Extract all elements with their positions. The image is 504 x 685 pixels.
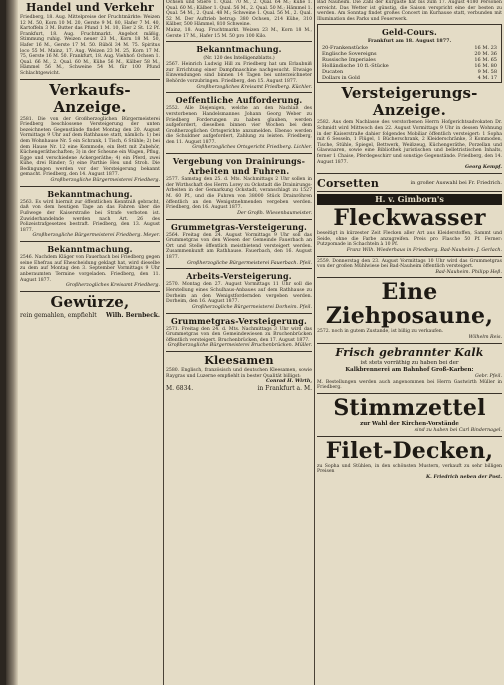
work-auction-text: 2570. Montag den 27. August Vormittags 11 Uhr soll die Herstellung eines Schulhaus-Anbaues auf dem Rathhause zu Dorheim an den Wenigstfordernden vergeben werden. Dorheim, den 16. August 1877.	[166, 282, 312, 305]
stain-remover-heading: Fleckwasser	[333, 204, 486, 231]
currency-name: Dollars in Gold	[322, 75, 360, 82]
lime-note: M. Bestellungen werden auch angenommen bei Herrn Gastwirth Müller in Friedberg.	[317, 379, 502, 391]
currency-rate: 16 M. 80	[474, 63, 497, 70]
notice-text: 2563. Es wird hiermit zur öffentlichen Kenntniß gebracht, daß von dem heutigen Tage an das Fahren über die Fußwege der Kaiserstraße bei Strafe verboten ist. Zuwiderhandelnde werden nach Art. 26 des Polizeistrafgesetzes bestraft. Friedberg, den 13. August 1877.	[20, 199, 160, 233]
clover-seed-text: 2580. Englisch, französisch und deutschen Kleesamen, sowie Raygras und Luzerne empfiehlt in bester Qualität billigst:	[166, 368, 312, 379]
divider	[20, 186, 160, 187]
divider	[20, 241, 160, 242]
lime-heading: Frisch gebrannter Kalk	[335, 345, 484, 359]
footer-number: M. 6834.	[166, 385, 194, 393]
signature: Der Großh. Wiesenbaumeister.	[237, 210, 312, 216]
notice-heading: Bekanntmachung.	[47, 244, 133, 255]
currency-rate: 4 M. 17	[477, 75, 497, 82]
divider	[317, 343, 502, 344]
column-3	[317, 0, 502, 685]
currency-rate: 16 M. 23	[474, 45, 497, 52]
spices-heading: Gewürze,	[50, 292, 130, 311]
divider	[20, 291, 160, 292]
signature: Großherzogliches Kreisamt Friedberg. Küchler.	[196, 84, 312, 90]
trombone-text: 2572. noch in gutem Zustande, ist billig zu verkaufen.	[317, 329, 444, 335]
ballots-heading: Stimmzettel	[333, 394, 486, 421]
signature: Bad-Nauheim. Philipp Heß.	[435, 269, 502, 275]
column-2	[166, 0, 312, 685]
signature: Großherzogliches Kreisamt Friedberg.	[65, 283, 160, 289]
signature: Großherzogliche Bürgermeisterei Fauerbach. Pfeil.	[187, 260, 312, 266]
currency-name: 20-Frankenstücke	[322, 45, 368, 52]
column-rule	[314, 0, 315, 685]
currency-name: Englische Sovereigns	[322, 51, 377, 58]
signature: Großherzogliches Ortsgericht Friedberg. Lichler.	[192, 145, 312, 151]
signature: K. Friedrich neben der Post.	[426, 473, 502, 480]
divider	[166, 41, 312, 42]
drainage-text: 2577. Samstag den 25. d. Mts. Nachmittags 2 Uhr sollen in der Wirthschaft des Herrn Lorey zu Ockstadt die Drainirungs-Arbeiten in der Gemarkung Ockstadt, veranschlagt zu 1527 M. 60 Pf., und die Fuhren von 38000 Stück Drainröhren öffentlich an den Wenigstnehmenden vergeben werden. Friedberg, den 16. August 1877.	[166, 177, 312, 211]
table-row	[320, 75, 499, 81]
clover-seed-signature: Conrad H. Wirth,	[265, 378, 312, 385]
gimborn-banner: H. v. Gimborn's	[317, 194, 502, 205]
divider	[166, 351, 312, 352]
sale-ads-heading: Verkaufs-Anzeige.	[49, 80, 131, 116]
signature: Großherzogliche Bürgermeisterei Bruchenbrücken. Müller.	[167, 343, 312, 349]
corsets-heading: Corsetten	[317, 176, 380, 190]
currency-name: Russische Imperiales	[322, 57, 376, 64]
grass-auction-text: 2571. Freitag den 24. d. Mts. Nachmittags 3 Uhr wird das Grummetgras von den Gemeindewiesen zu Bruchenbrücken öffentlich versteigert. Bruchenbrücken, den 17. August 1877.	[166, 326, 312, 343]
signature: Gebr. Pfeil.	[475, 373, 502, 379]
currency-rate: 9 M. 58	[477, 69, 497, 76]
corsets-ad	[317, 176, 502, 192]
column-1	[20, 0, 160, 685]
sale-ads-text: 2581. Die von der Großherzoglichen Bürgermeisterei Friedberg beschlossene Versteigerung der unten bezeichneten Gegenstände findet Montag den 20. August Vormittags 9 Uhr auf dem Rathhause statt, nämlich: 1) bei dem Wohnhause Nr. 5 ein Schrank, 1 Tisch, 6 Stühle; 2) bei dem Hause Nr. 12 eine Kommode, ein Bett mit Zubehör, Küchengeräthschaften; 3) in der Scheune ein Wagen, Pflug, Egge und verschiedene Ackergeräthe; 4) ein Pferd, zwei Kühe, drei Rinder; 5) eine Parthie Heu und Stroh. Die Bedingungen werden vor der Versteigerung bekannt gemacht. Friedberg, den 14. August 1877.	[20, 116, 160, 178]
signature: Georg Kempf.	[464, 164, 502, 171]
auction-notice-text: 2582. Aus dem Nachlasse des verstorbenen Herrn Hofgerichtsadvokaten Dr. Schmidt wird Mittwoch den 22. August Vormittags 9 Uhr in dessen Wohnung in der Kaiserstraße dahier folgendes Mobiliar öffentlich versteigert: 1 Sopha mit 6 Sesseln, 1 Flügel, 1 Bücherschrank, 2 Kleiderschränke, 3 Kommoden, Tische, Stühle, Spiegel, Bettwerk, Weißzeug, Küchengeräthe, Porzellan und Glaswaaren, sowie eine Bibliothek juristischen und belletristischen Inhalts, ferner 1 Chaise, Pferdegeschirr und sonstige Gegenstände. Friedberg, den 14. August 1877.	[317, 120, 502, 165]
currency-rate: 16 M. 65	[474, 57, 497, 64]
filet-covers-heading: Filet-Decken,	[325, 437, 494, 464]
drainage-heading: Vergebung von Drainirungs-Arbeiten und Fuhren.	[172, 156, 306, 177]
stain-remover-text: beseitigt in kürzester Zeit Flecken aller Art aus Kleiderstoffen, Sammt und Seide, ohne die Farbe anzugreifen. Preis pro Flasche 50 Pf. Ferner: Putzpomade in Schachteln à 10 Pf.	[317, 230, 502, 248]
mainz-text: Mainz, 18. Aug. Fruchtmarkt. Weizen 23 M., Korn 18 M., Gerste 17 M., Hafer 15 M. 50 pro 100 Kilo.	[166, 27, 312, 39]
signature: Großherzogliche Bürgermeisterei Dorheim. Pfeil.	[191, 304, 312, 310]
divider	[166, 313, 312, 314]
divider	[166, 153, 312, 154]
grass-auction-text: 2564. Freitag den 24. August Vormittags 9 Uhr soll das Grummetgras von den Wiesen der Gemeinde Fauerbach an Ort und Stelle öffentlich meistbietend versteigert werden. Zusammenkunft am Rathhause. Fauerbach, den 16. August 1877.	[166, 232, 312, 261]
signature: Wilhelm Reis.	[468, 335, 502, 341]
divider	[317, 256, 502, 257]
filet-covers-text: zu Sopha und Stühlen, in den schönsten Mustern, verkauft zu sehr billigen Preisen	[317, 463, 502, 475]
public-notice-heading: Oeffentliche Aufforderung.	[175, 95, 303, 106]
grass-auction-heading: Grummetgras-Versteigerung.	[170, 315, 308, 326]
divider	[317, 436, 502, 437]
public-notice-text: 2552. Alle Diejenigen, welche an den Nachlaß des verstorbenen Handelsmannes Johann Georg Weber zu Friedberg Forderungen zu haben glauben, werden aufgefordert, dieselben binnen vier Wochen bei dem Großherzoglichen Ortsgerichte anzumelden. Ebenso werden die Schuldner aufgefordert, Zahlung zu leisten. Friedberg, den 11. August 1877.	[166, 106, 312, 145]
work-auction-heading: Arbeits-Versteigerung.	[186, 271, 292, 282]
grass-auction-heading: Grummetgras-Versteigerung.	[170, 221, 308, 232]
signature: Franz Wilh. Wiederhaus in Friedberg. Bad-Nauheim: J. Gerlach.	[346, 247, 502, 253]
notice-subheading: (Nr. 120 des Intelligenzblatts.)	[203, 56, 275, 62]
divider	[317, 393, 502, 394]
auction-notice-heading: Versteigerungs-Anzeige.	[341, 84, 478, 120]
spices-text: rein gemahlen, empfiehlt	[20, 311, 97, 319]
divider	[166, 268, 312, 269]
trombone-heading: Eine Ziehposaune,	[325, 279, 494, 330]
clover-seed-heading: Kleesamen	[204, 354, 274, 368]
notice-text: 2546. Nachdem Kläger von Fauerbach bei Friedberg gegen seine Ehefrau auf Ehescheidung geklagt hat, wird dieselbe zu dem auf Montag den 3. September Vormittags 9 Uhr anberaumten Termine vorgeladen. Friedberg, den 11. August 1877.	[20, 255, 160, 283]
spices-signature: Wilh. Bernbeck.	[105, 311, 160, 319]
nauheim-text: Bad Nauheim. Die Zahl der Kurgäste hat bis zum 17. August 4180 Personen erreicht. Das Wetter ist günstig, die Saison verspricht eine der besten zu werden. Am Sonntag findet großes Concert im Kurhause statt, verbunden mit Illumination des Parks und Feuerwerk.	[317, 0, 502, 22]
exchange-rates-date: Frankfurt am 18. August 1877.	[367, 38, 452, 45]
signature: sind zu haben bei Carl Bindernagel.	[414, 427, 502, 433]
signature: Großherzogliche Bürgermeisterei Friedberg.	[50, 178, 160, 184]
newspaper-page	[6, 0, 504, 685]
lime-kiln-name: Kalkbrennerei am Bahnhof Groß-Karben:	[345, 366, 474, 373]
lime-text: ist stets vorräthig zu haben bei der	[360, 359, 459, 366]
exchange-rates-table	[320, 45, 499, 81]
exchange-rates-heading: Geld-Cours.	[381, 27, 438, 38]
divider	[166, 219, 312, 220]
spices-line	[20, 312, 160, 320]
ballots-subheading: zur Wahl der Kirchen-Vorstände	[360, 420, 459, 427]
currency-name: Holländische 10 fl.-Stücke	[322, 63, 389, 70]
corsets-text: in großer Auswahl bei Fr. Friedrich.	[410, 180, 502, 187]
clover-seed-location: in Frankfurt a. M.	[257, 385, 312, 393]
currency-rate: 20 M. 36	[474, 51, 497, 58]
trade-heading: Handel und Verkehr	[25, 1, 155, 14]
currency-name: Ducaten	[322, 69, 344, 76]
divider	[317, 173, 502, 174]
notice-heading: Bekanntmachung.	[47, 188, 133, 199]
meadow-text: 2559. Donnerstag den 23. August Vormittags 10 Uhr wird das Grummetgras von der großen Mühlwiese bei Bad-Nauheim öffentlich versteigert.	[317, 258, 502, 270]
divider	[166, 92, 312, 93]
notice-heading: Bekanntmachung.	[196, 44, 282, 55]
divider	[317, 277, 502, 278]
signature: Großherzogliche Bürgermeisterei Friedberg. Meyer.	[32, 233, 160, 239]
notice-text: 2567. Heinrich Ludwig Hill zu Friedberg hat um Erlaubniß zur Errichtung einer Dampfmaschine nachgesucht. Etwaige Einwendungen sind binnen 14 Tagen bei unterzeichneter Behörde vorzubringen. Friedberg, den 15. August 1877.	[166, 62, 312, 84]
footer-line	[166, 385, 312, 393]
binding-spine	[6, 0, 18, 685]
market-text: Ochsen und Stiere 1. Qual. 70 M., 2. Qual. 64 M.; Kühe 1. Qual. 60 M.; Kälber 1. Qual. 56 M., 2. Qual. 50 M.; Hämmel 1. Qual. 54 M., 2. Qual. 48 M.; Schweine 1. Qual. 56 M., 2. Qual. 52 M. Der Auftrieb betrug: 380 Ochsen, 214 Kühe, 310 Kälber, 500 Hämmel, 810 Schweine.	[166, 0, 312, 28]
trade-text: Friedberg, 18. Aug. Mittelpreise der Fruchtmärkte: Weizen 12 M. 50, Korn 10 M. 20, Gerste 9 M. 80, Hafer 7 M. 40, Kartoffeln 3 M. Butter das Pfund 1 M. 10, Eier 2 St. 12 Pf. Frankfurt, 18. Aug. Fruchtmarkt. Angebot mäßig, Stimmung ruhig. Weizen neuer 23 M., Korn 18 M. 50, Hafer 16 M., Gerste 17 M. 50. Rüböl 34 M. 75. Spiritus loco 55 M. Mainz, 17. Aug. Weizen 23 M. 25, Korn 17 M. 75, Gerste 16 M. 50. Frankfurt, 18. Aug. Viehhof: Ochsen 1. Qual. 66 M., 2. Qual. 60 M., Kühe 56 M., Kälber 58 M., Hämmel 56 M., Schweine 54 M. für 100 Pfund Schlachtgewicht.	[20, 15, 160, 76]
column-rule	[163, 0, 164, 685]
exchange-rates-box	[317, 24, 502, 83]
divider	[20, 79, 160, 80]
